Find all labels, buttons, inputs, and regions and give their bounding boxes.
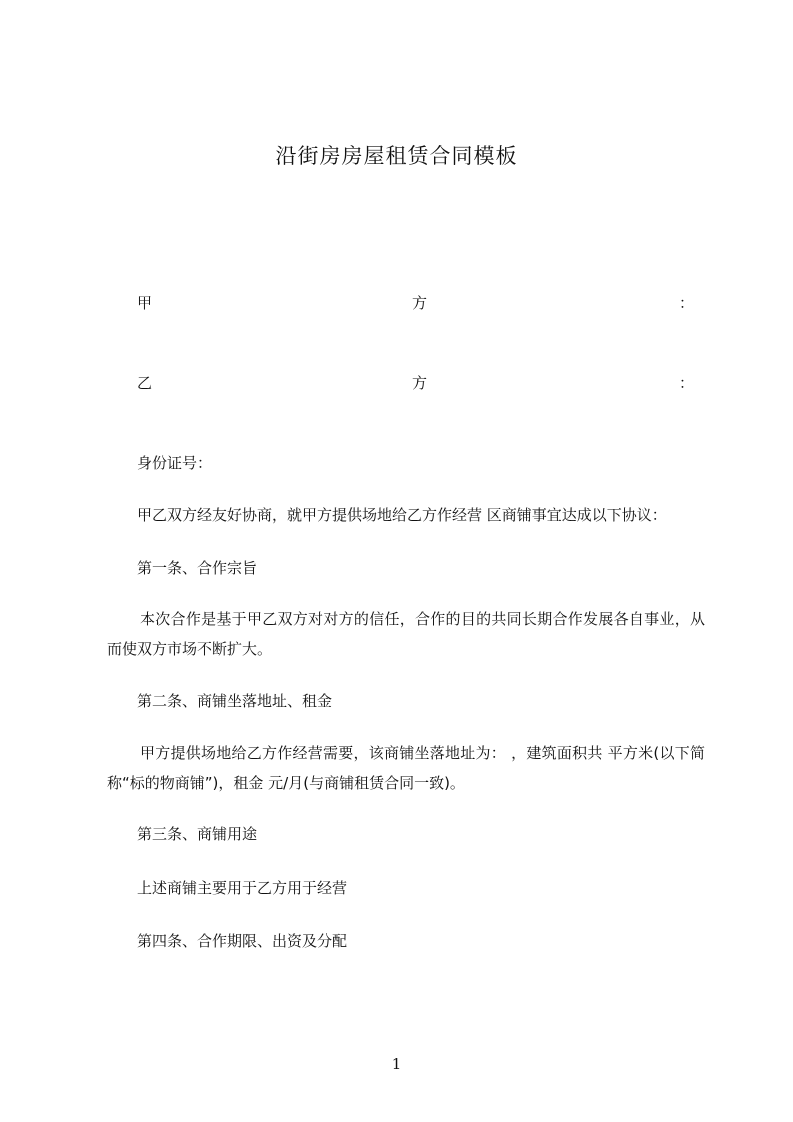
- page-number: 1: [391, 1055, 402, 1073]
- article-2-heading: 第二条、商铺坐落地址、租金: [137, 692, 333, 710]
- party-a-line: [137, 292, 694, 316]
- article-2-body: 甲方提供场地给乙方作经营需要，该商铺坐落地址为： ，建筑面积共 平方米(以下简称“标的物商铺”)，租金 元/月(与商铺租赁合同一致)。: [107, 744, 705, 792]
- article-3-heading: 第三条、商铺用途: [137, 825, 258, 843]
- party-b-label-char-1: 乙: [137, 374, 153, 392]
- article-1-body: 本次合作是基于甲乙双方对对方的信任，合作的目的共同长期合作发展各自事业，从而使双方市场不断扩大。: [107, 610, 705, 658]
- party-b-line: [137, 372, 694, 396]
- article-3-body: 上述商铺主要用于乙方用于经营: [137, 879, 348, 897]
- party-b-label-char-2: 方: [412, 374, 428, 392]
- id-number-label: 身份证号：: [137, 454, 213, 472]
- article-4-heading: 第四条、合作期限、出资及分配: [137, 932, 348, 950]
- article-1-heading: 第一条、合作宗旨: [137, 559, 258, 577]
- party-a-label-char-2: 方: [412, 294, 428, 312]
- document-title: 沿街房房屋租赁合同模板: [275, 144, 518, 168]
- party-a-colon: ：: [678, 294, 694, 312]
- party-b-colon: ：: [678, 374, 694, 392]
- intro-paragraph: 甲乙双方经友好协商，就甲方提供场地给乙方作经营 区商铺事宜达成以下协议：: [137, 506, 667, 524]
- party-a-label-char-1: 甲: [137, 294, 153, 312]
